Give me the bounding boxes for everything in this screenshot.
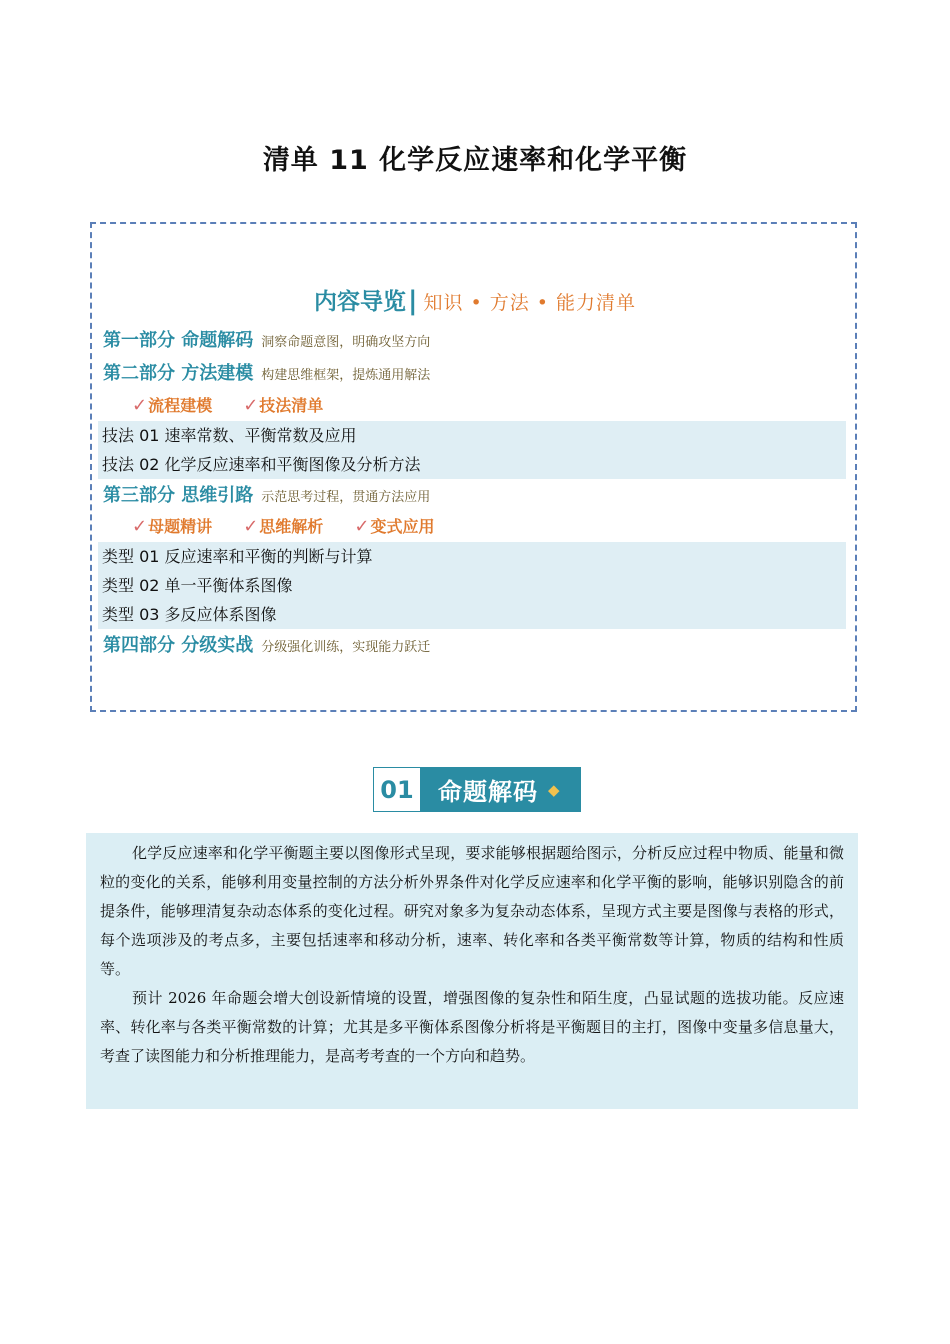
section-label: [422, 768, 580, 811]
toc-part-1[interactable]: [103, 326, 430, 352]
part-title: 第二部分 方法建模: [103, 363, 254, 384]
intro-paragraph: 预计 2026 年命题会增大创设新情境的设置，增强图像的复杂性和陌生度，凸显试题的选拔功能。反应速率、转化率与各类平衡常数的计算；尤其是多平衡体系图像分析将是平衡题目的主打，图像中变量多信息量大，考查了读图能力和分析推理能力，是高考考查的一个方向和趋势。: [100, 989, 844, 1065]
toc-heading: [0, 283, 950, 316]
toc-part-2[interactable]: [103, 359, 430, 385]
check-icon: ✓: [243, 395, 259, 416]
toc-part-4[interactable]: [103, 631, 430, 657]
tag-thinking-analysis: ✓思维解析: [243, 516, 324, 537]
part2-tags: [132, 393, 349, 416]
list-item[interactable]: 类型 01 反应速率和平衡的判断与计算: [102, 547, 373, 566]
intro-box: [86, 833, 858, 1109]
part-title: 第四部分 分级实战: [103, 635, 254, 656]
check-icon: ✓: [243, 516, 259, 537]
section-title: 命题解码: [438, 778, 538, 806]
part-desc: 示范思考过程，贯通方法应用: [261, 490, 431, 505]
tag-model-problem: ✓母题精讲: [132, 516, 213, 537]
toc-heading-bar: |: [407, 286, 418, 316]
tag-method-list: ✓技法清单: [243, 395, 324, 416]
list-item[interactable]: 技法 01 速率常数、平衡常数及应用: [102, 426, 357, 445]
toc-heading-sub: 知识 • 方法 • 能力清单: [423, 292, 637, 314]
part3-tags: [132, 514, 461, 537]
check-icon: ✓: [132, 516, 148, 537]
tag-flow-modeling: ✓流程建模: [132, 395, 213, 416]
part3-items: [98, 542, 846, 629]
list-item[interactable]: 类型 02 单一平衡体系图像: [102, 576, 293, 595]
part-desc: 分级强化训练，实现能力跃迁: [261, 640, 431, 655]
tag-variant-application: ✓变式应用: [354, 516, 435, 537]
diamond-icon: ◆: [548, 780, 561, 799]
toc-part-3[interactable]: [103, 481, 430, 507]
section-badge: [373, 767, 581, 812]
check-icon: ✓: [354, 516, 370, 537]
part-title: 第三部分 思维引路: [103, 485, 254, 506]
list-item[interactable]: 类型 03 多反应体系图像: [102, 605, 277, 624]
toc-heading-main: 内容导览: [313, 289, 406, 315]
check-icon: ✓: [132, 395, 148, 416]
page-title: 清单 11 化学反应速率和化学平衡: [262, 145, 688, 176]
section-number: 01: [374, 768, 422, 811]
part-desc: 构建思维框架，提炼通用解法: [261, 368, 431, 383]
part-title: 第一部分 命题解码: [103, 330, 254, 351]
list-item[interactable]: 技法 02 化学反应速率和平衡图像及分析方法: [102, 455, 421, 474]
part-desc: 洞察命题意图，明确攻坚方向: [261, 335, 431, 350]
intro-paragraph: 化学反应速率和化学平衡题主要以图像形式呈现，要求能够根据题给图示，分析反应过程中物质、能量和微粒的变化的关系，能够利用变量控制的方法分析外界条件对化学反应速率和化学平衡的影响，能够识别隐含的前提条件，能够理清复杂动态体系的变化过程。研究对象多为复杂动态体系，呈现方式主要是图像与表格的形式，每个选项涉及的考点多，主要包括速率和移动分析，速率、转化率和各类平衡常数等计算，物质的结构和性质等。: [100, 844, 844, 978]
part2-items: [98, 421, 846, 479]
